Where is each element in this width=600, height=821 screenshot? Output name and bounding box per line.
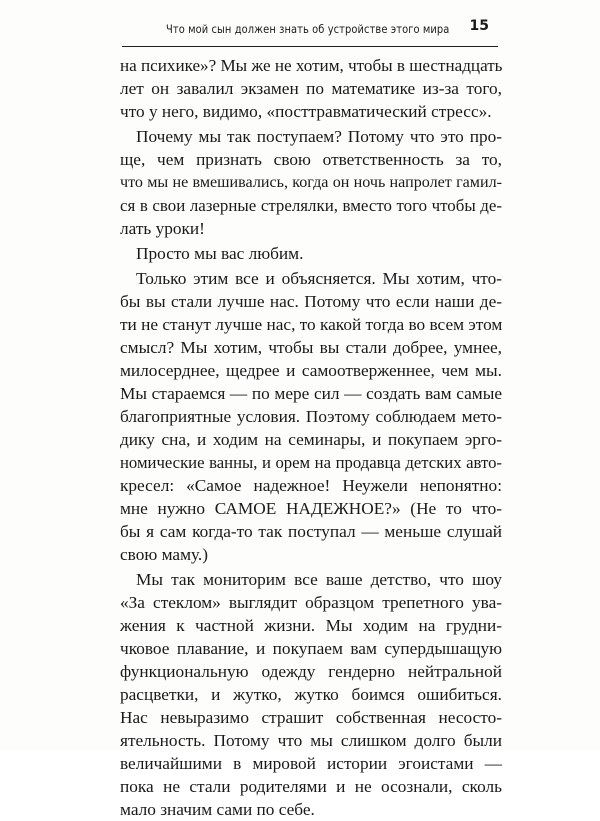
text-line: что у него, видимо, «посттравматический стресс».	[120, 102, 492, 121]
text-line: лет он завалил экзамен по математике из-за того,	[120, 79, 502, 98]
text-line: дику сна, и ходим на семинары, и покупаем эрго-	[120, 430, 502, 449]
paragraph	[120, 267, 502, 566]
text-line: благоприятные условия. Поэтому соблюдаем мето-	[120, 407, 502, 426]
text-line: Нас невыразимо страшит собственная несосто-	[120, 708, 502, 727]
text-line: мне нужно САМОЕ НАДЕЖНОЕ?» (Не то что-	[120, 499, 502, 518]
text-line: свою маму.)	[120, 545, 208, 564]
paragraph	[120, 568, 502, 821]
text-line: бы вы стали лучше нас. Потому что если наши де-	[120, 292, 502, 311]
text-line: бы я сам когда-то так поступал — меньше слушай	[120, 522, 502, 541]
text-line: Почему мы так поступаем? Потому что это про-	[136, 127, 502, 146]
body-text	[120, 54, 502, 821]
text-line: лать уроки!	[120, 219, 205, 238]
text-line: чковое плавание, и покупаем вам супердышащую	[120, 639, 502, 658]
paragraph	[120, 242, 502, 265]
page-number: 15	[469, 18, 489, 34]
text-line: функциональную одежду гендерно нейтральной	[120, 662, 502, 681]
text-line: Мы стараемся — по мере сил — создать вам самые	[120, 384, 502, 403]
text-line: «За стеклом» выглядит образцом трепетного ува-	[120, 593, 502, 612]
paragraph	[120, 54, 502, 123]
running-header	[122, 8, 498, 47]
text-line: номические ванны, и орем на продавца детских авто-	[120, 453, 502, 472]
text-line: ятельность. Потому что мы слишком долго были	[120, 731, 502, 750]
text-line: расцветки, и жутко, жутко боимся ошибиться.	[120, 685, 502, 704]
text-line: пока не стали родителями и не осознали, сколь	[120, 777, 502, 796]
text-line: на психике»? Мы же не хотим, чтобы в шестнадцать	[120, 56, 503, 75]
text-line: жения к частной жизни. Мы ходим на грудни-	[120, 616, 502, 635]
text-line: милосерднее, щедрее и самоотверженнее, чем мы.	[120, 361, 502, 380]
text-line: что мы не вмешивались, когда он ночь напролет гамил-	[120, 174, 502, 191]
text-line: величайшими в мировой истории эгоистами —	[120, 754, 502, 773]
running-title: Что мой сын должен знать об устройстве этого мира	[166, 22, 450, 36]
text-line: мало значим сами по себе.	[120, 800, 315, 819]
text-line: кресел: «Самое надежное! Неужели непонятно:	[120, 476, 502, 495]
text-line: ся в свои лазерные стрелялки, вместо того чтобы де-	[120, 196, 502, 215]
text-line: смысл? Мы хотим, чтобы вы стали добрее, умнее,	[120, 338, 502, 357]
text-line: Только этим все и объясняется. Мы хотим, что-	[136, 269, 502, 288]
text-line: Просто мы вас любим.	[136, 244, 304, 263]
text-line: ти не станут лучше нас, то какой тогда во всем этом	[120, 315, 503, 334]
text-line: ще, чем признать свою ответственность за то,	[120, 150, 502, 169]
paragraph	[120, 125, 502, 240]
text-line: Мы так мониторим все ваше детство, что шоу	[136, 570, 502, 589]
